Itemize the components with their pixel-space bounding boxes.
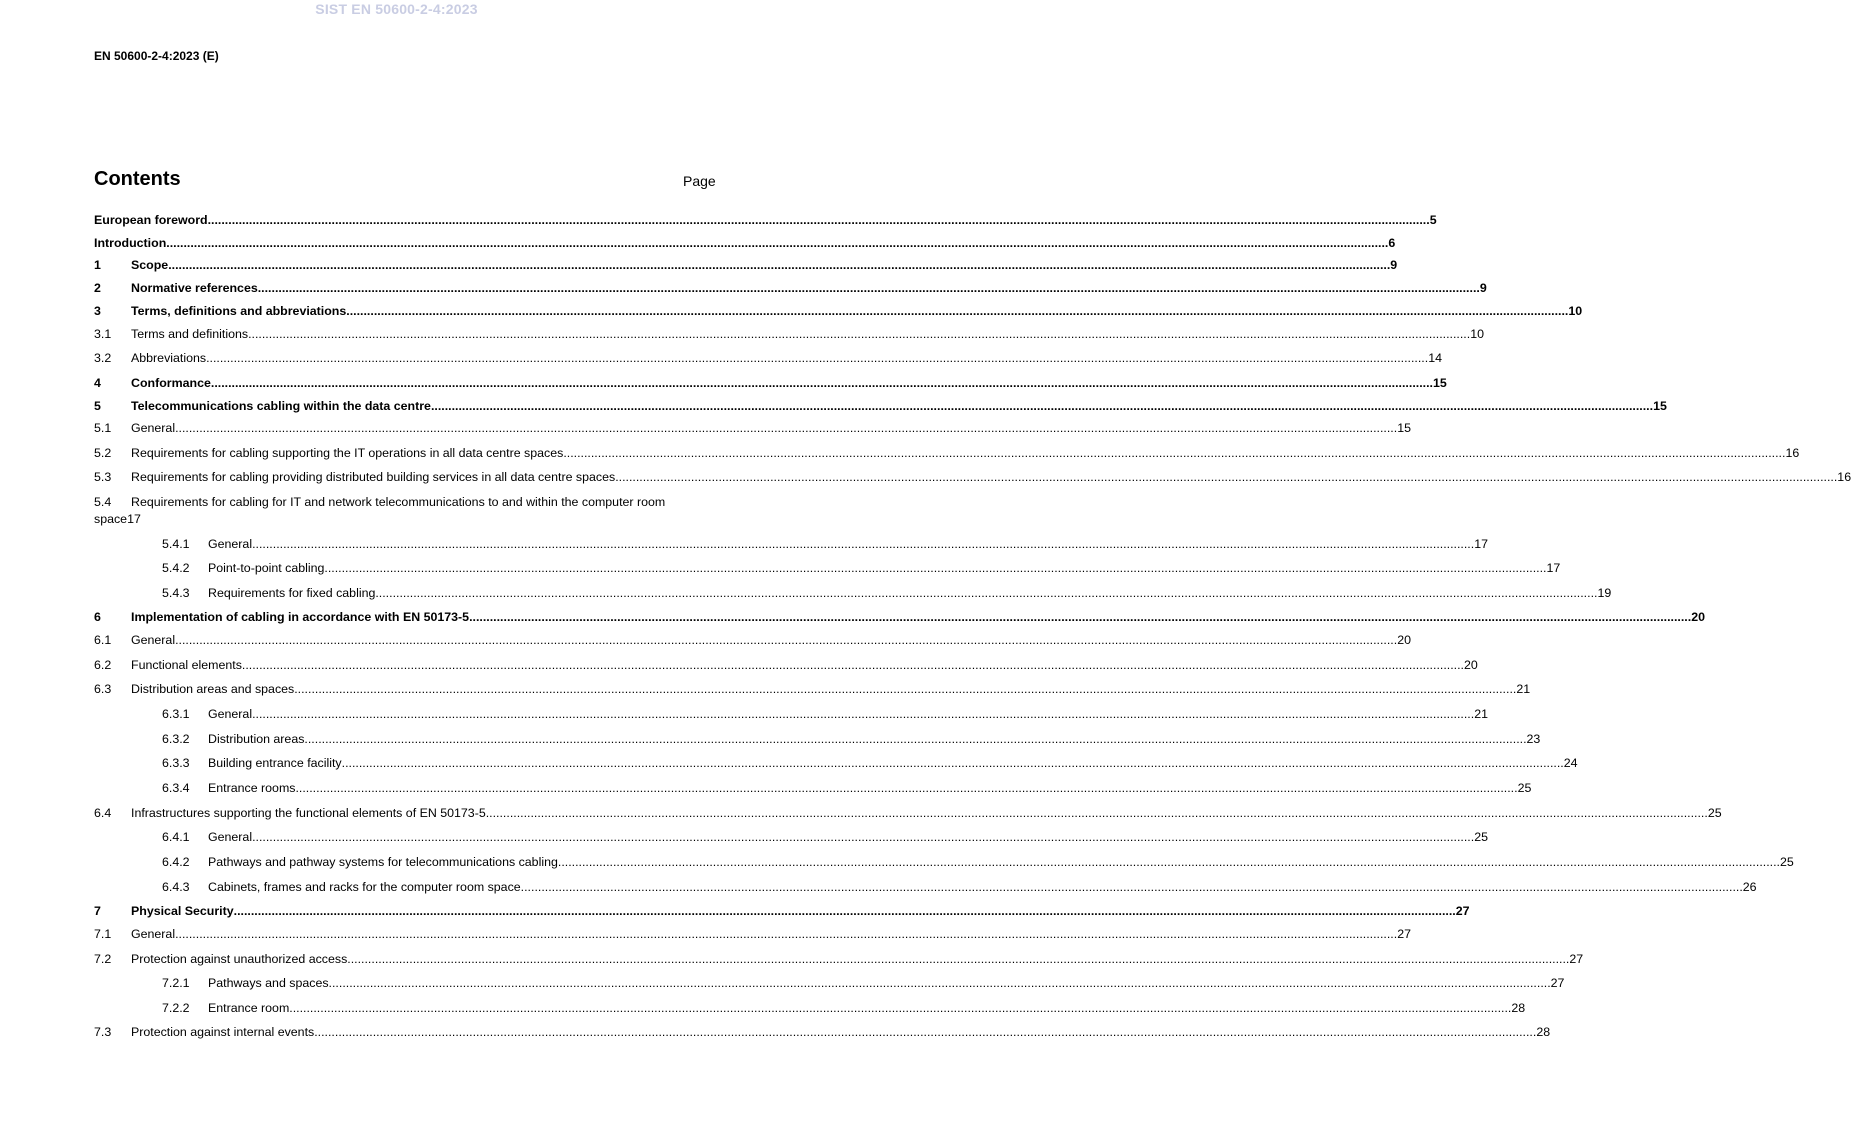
toc-title: General <box>208 537 253 551</box>
toc-leader-dots <box>206 350 1428 366</box>
toc-leader-dots <box>258 280 1480 296</box>
toc-leader-dots <box>294 681 1516 697</box>
toc-leader-dots <box>175 926 1397 942</box>
toc-leader-dots <box>242 657 1464 673</box>
toc-number: 5.1 <box>94 421 112 435</box>
toc-leader-dots <box>175 632 1397 648</box>
toc-title: Terms, definitions and abbreviations <box>131 304 347 318</box>
toc-entry[interactable] <box>94 681 1531 697</box>
toc-number: 5.4.1 <box>162 537 190 551</box>
toc-page: 27 <box>1569 952 1584 966</box>
toc-number: 7.2.1 <box>162 976 190 990</box>
toc-entry[interactable] <box>162 829 1488 845</box>
toc-page: 27 <box>1397 927 1411 941</box>
toc-title: Requirements for cabling supporting the IT operations in all data centre spaces <box>131 446 564 460</box>
toc-entry[interactable] <box>162 755 1578 771</box>
toc-entry[interactable] <box>94 303 1583 319</box>
toc-page: 25 <box>1779 855 1794 869</box>
toc-number: 6.3.3 <box>162 756 190 770</box>
toc-entry[interactable] <box>162 975 1565 991</box>
toc-leader-dots <box>314 1024 1536 1040</box>
toc-page: 25 <box>1517 781 1532 795</box>
toc-entry[interactable] <box>94 350 1442 366</box>
toc-title: Abbreviations <box>131 351 207 365</box>
toc-entry[interactable] <box>94 1024 1551 1040</box>
toc-entry[interactable] <box>162 560 1561 576</box>
toc-leader-dots <box>521 879 1743 895</box>
toc-title: Implementation of cabling in accordance with EN 50173-5 <box>131 610 470 624</box>
toc-entry[interactable] <box>94 903 1470 919</box>
toc-page: 6 <box>1388 236 1396 250</box>
toc-entry[interactable] <box>94 805 1722 821</box>
toc-number: 3 <box>94 304 101 318</box>
toc-entry[interactable] <box>162 731 1541 747</box>
toc-number: 6.3.1 <box>162 707 190 721</box>
toc-entry[interactable] <box>94 469 1851 485</box>
toc-number: 6.1 <box>94 633 112 647</box>
toc-page: 9 <box>1390 258 1398 272</box>
toc-number: 7.2 <box>94 952 112 966</box>
toc-title: Scope <box>131 258 169 272</box>
toc-page: 17 <box>1474 537 1488 551</box>
toc-number: 6.4.1 <box>162 830 190 844</box>
toc-entry[interactable] <box>94 445 1800 461</box>
toc-page: 28 <box>1536 1025 1551 1039</box>
toc-page: 20 <box>1691 610 1705 624</box>
toc-number: 5.4 <box>94 495 112 509</box>
toc-number: 6.4 <box>94 806 112 820</box>
toc-number: 3.1 <box>94 327 112 341</box>
toc-leader-dots <box>252 706 1474 722</box>
toc-page: 25 <box>1707 806 1722 820</box>
toc-entry[interactable] <box>94 494 718 528</box>
toc-leader-dots <box>347 951 1569 967</box>
toc-number: 6.4.3 <box>162 880 190 894</box>
toc-title: Pathways and spaces <box>208 976 329 990</box>
toc-page: 15 <box>1397 421 1411 435</box>
toc-page: 21 <box>1516 682 1531 696</box>
toc-number: 7.3 <box>94 1025 112 1039</box>
toc-title: Introduction <box>94 236 167 250</box>
toc-page: 25 <box>1474 830 1488 844</box>
toc-entry[interactable] <box>94 632 1411 648</box>
toc-number: 7.2.2 <box>162 1001 190 1015</box>
toc-leader-dots <box>248 326 1470 342</box>
toc-entry[interactable] <box>94 926 1411 942</box>
toc-title: Cabinets, frames and racks for the computer room space <box>208 880 521 894</box>
toc-leader-dots <box>295 780 1517 796</box>
toc-leader-dots <box>234 903 1456 919</box>
toc-page: 10 <box>1568 304 1583 318</box>
toc-title: General <box>131 633 176 647</box>
toc-title: Functional elements <box>131 658 242 672</box>
toc-entry[interactable] <box>94 609 1705 625</box>
toc-title: General <box>131 927 176 941</box>
toc-page: 16 <box>1837 470 1851 484</box>
toc-page: 27 <box>1455 904 1470 918</box>
toc-page: 16 <box>1785 446 1800 460</box>
toc-number: 4 <box>94 376 101 390</box>
toc-entry[interactable] <box>94 235 1396 251</box>
toc-page: 21 <box>1474 707 1488 721</box>
toc-entry[interactable] <box>162 1000 1526 1016</box>
toc-number: 6.2 <box>94 658 112 672</box>
toc-title: General <box>208 707 253 721</box>
toc-title: Protection against internal events <box>131 1025 315 1039</box>
toc-title: Pathways and pathway systems for telecommunications cabling <box>208 855 558 869</box>
toc-page: 20 <box>1464 658 1478 672</box>
toc-title: Telecommunications cabling within the data centre <box>131 399 431 413</box>
toc-leader-dots <box>375 585 1597 601</box>
toc-leader-dots <box>469 609 1691 625</box>
watermark: SIST EN 50600-2-4:2023 <box>315 1 478 17</box>
toc-leader-dots <box>211 375 1433 391</box>
toc-page: 26 <box>1742 880 1757 894</box>
toc-leader-dots <box>168 257 1390 273</box>
toc-entry[interactable] <box>94 257 1398 273</box>
toc-page: 15 <box>1653 399 1667 413</box>
toc-title: Terms and definitions <box>131 327 249 341</box>
toc-number: 5.2 <box>94 446 112 460</box>
toc-number: 5.4.2 <box>162 561 190 575</box>
toc-number: 6.3.2 <box>162 732 190 746</box>
toc-page: 27 <box>1550 976 1565 990</box>
page-title: Contents <box>94 168 181 190</box>
toc-number: 6.3.4 <box>162 781 190 795</box>
toc-page: 9 <box>1479 281 1487 295</box>
toc-number: 5.3 <box>94 470 112 484</box>
toc-leader-dots <box>289 1000 1511 1016</box>
toc-number: 5.4.3 <box>162 586 190 600</box>
toc-leader-dots <box>558 854 1780 870</box>
toc-page: 10 <box>1470 327 1484 341</box>
toc-entry[interactable] <box>94 212 1437 228</box>
toc-number: 6.4.2 <box>162 855 190 869</box>
toc-leader-dots <box>252 829 1474 845</box>
toc-leader-dots <box>563 445 1785 461</box>
toc-leader-dots <box>252 536 1474 552</box>
toc-title: Infrastructures supporting the functional elements of EN 50173-5 <box>131 806 486 820</box>
toc-leader-dots <box>486 805 1708 821</box>
toc-entry[interactable] <box>94 657 1478 673</box>
toc-number: 5 <box>94 399 101 413</box>
toc-number: 3.2 <box>94 351 112 365</box>
toc-entry[interactable] <box>162 585 1612 601</box>
toc-number: 2 <box>94 281 101 295</box>
page-column-label: Page <box>683 173 716 189</box>
toc-title: Requirements for fixed cabling <box>208 586 376 600</box>
toc-page: 19 <box>1597 586 1612 600</box>
toc-title: Physical Security <box>131 904 234 918</box>
toc-number: 7 <box>94 904 101 918</box>
toc-entry[interactable] <box>162 854 1794 870</box>
toc-entry[interactable] <box>162 879 1757 895</box>
toc-title: Conformance <box>131 376 211 390</box>
toc-number: 6 <box>94 610 101 624</box>
toc-entry[interactable] <box>94 398 1667 414</box>
toc-entry[interactable] <box>94 420 1411 436</box>
toc-title: European foreword <box>94 213 208 227</box>
toc-page: 23 <box>1526 732 1541 746</box>
toc-title: General <box>131 421 176 435</box>
toc-page: 5 <box>1429 213 1437 227</box>
toc-entry[interactable] <box>162 780 1532 796</box>
toc-leader-dots <box>208 212 1430 228</box>
toc-entry[interactable] <box>94 375 1447 391</box>
toc-number: 1 <box>94 258 101 272</box>
toc-number: 6.3 <box>94 682 112 696</box>
toc-page: 28 <box>1511 1001 1526 1015</box>
toc-entry[interactable] <box>94 951 1584 967</box>
toc-title-continued: space <box>94 512 128 526</box>
toc-page: 17 <box>1546 561 1561 575</box>
toc-leader-dots <box>329 975 1551 991</box>
toc-page: 24 <box>1563 756 1578 770</box>
toc-leader-dots <box>342 755 1564 771</box>
toc-leader-dots <box>166 235 1388 251</box>
toc-title: General <box>208 830 253 844</box>
toc-number: 7.1 <box>94 927 112 941</box>
toc-leader-dots <box>431 398 1653 414</box>
toc-title: Entrance room <box>208 1001 290 1015</box>
toc-title: Normative references <box>131 281 258 295</box>
toc-title: Distribution areas <box>208 732 305 746</box>
toc-leader-dots <box>304 731 1526 747</box>
toc-title: Entrance rooms <box>208 781 296 795</box>
document-id: EN 50600-2-4:2023 (E) <box>94 49 219 63</box>
toc-page: 20 <box>1397 633 1411 647</box>
toc-page: 15 <box>1432 376 1447 390</box>
toc-title: Distribution areas and spaces <box>131 682 295 696</box>
toc-leader-dots <box>346 303 1568 319</box>
toc-leader-dots <box>615 469 1837 485</box>
toc-title: Protection against unauthorized access <box>131 952 348 966</box>
toc-leader-dots <box>324 560 1546 576</box>
toc-entry[interactable] <box>94 280 1487 296</box>
toc-title: Point-to-point cabling <box>208 561 325 575</box>
toc-entry[interactable] <box>162 706 1488 722</box>
toc-title: Requirements for cabling providing distributed building services in all data centre spaces <box>131 470 616 484</box>
toc-leader-dots <box>175 420 1397 436</box>
toc-title: Requirements for cabling for IT and network telecommunications to and within the computer room <box>131 495 666 509</box>
toc-entry[interactable] <box>162 536 1488 552</box>
toc-entry[interactable] <box>94 326 1484 342</box>
toc-title: Building entrance facility <box>208 756 342 770</box>
toc-page: 14 <box>1428 351 1442 365</box>
toc-page: 17 <box>127 512 141 526</box>
